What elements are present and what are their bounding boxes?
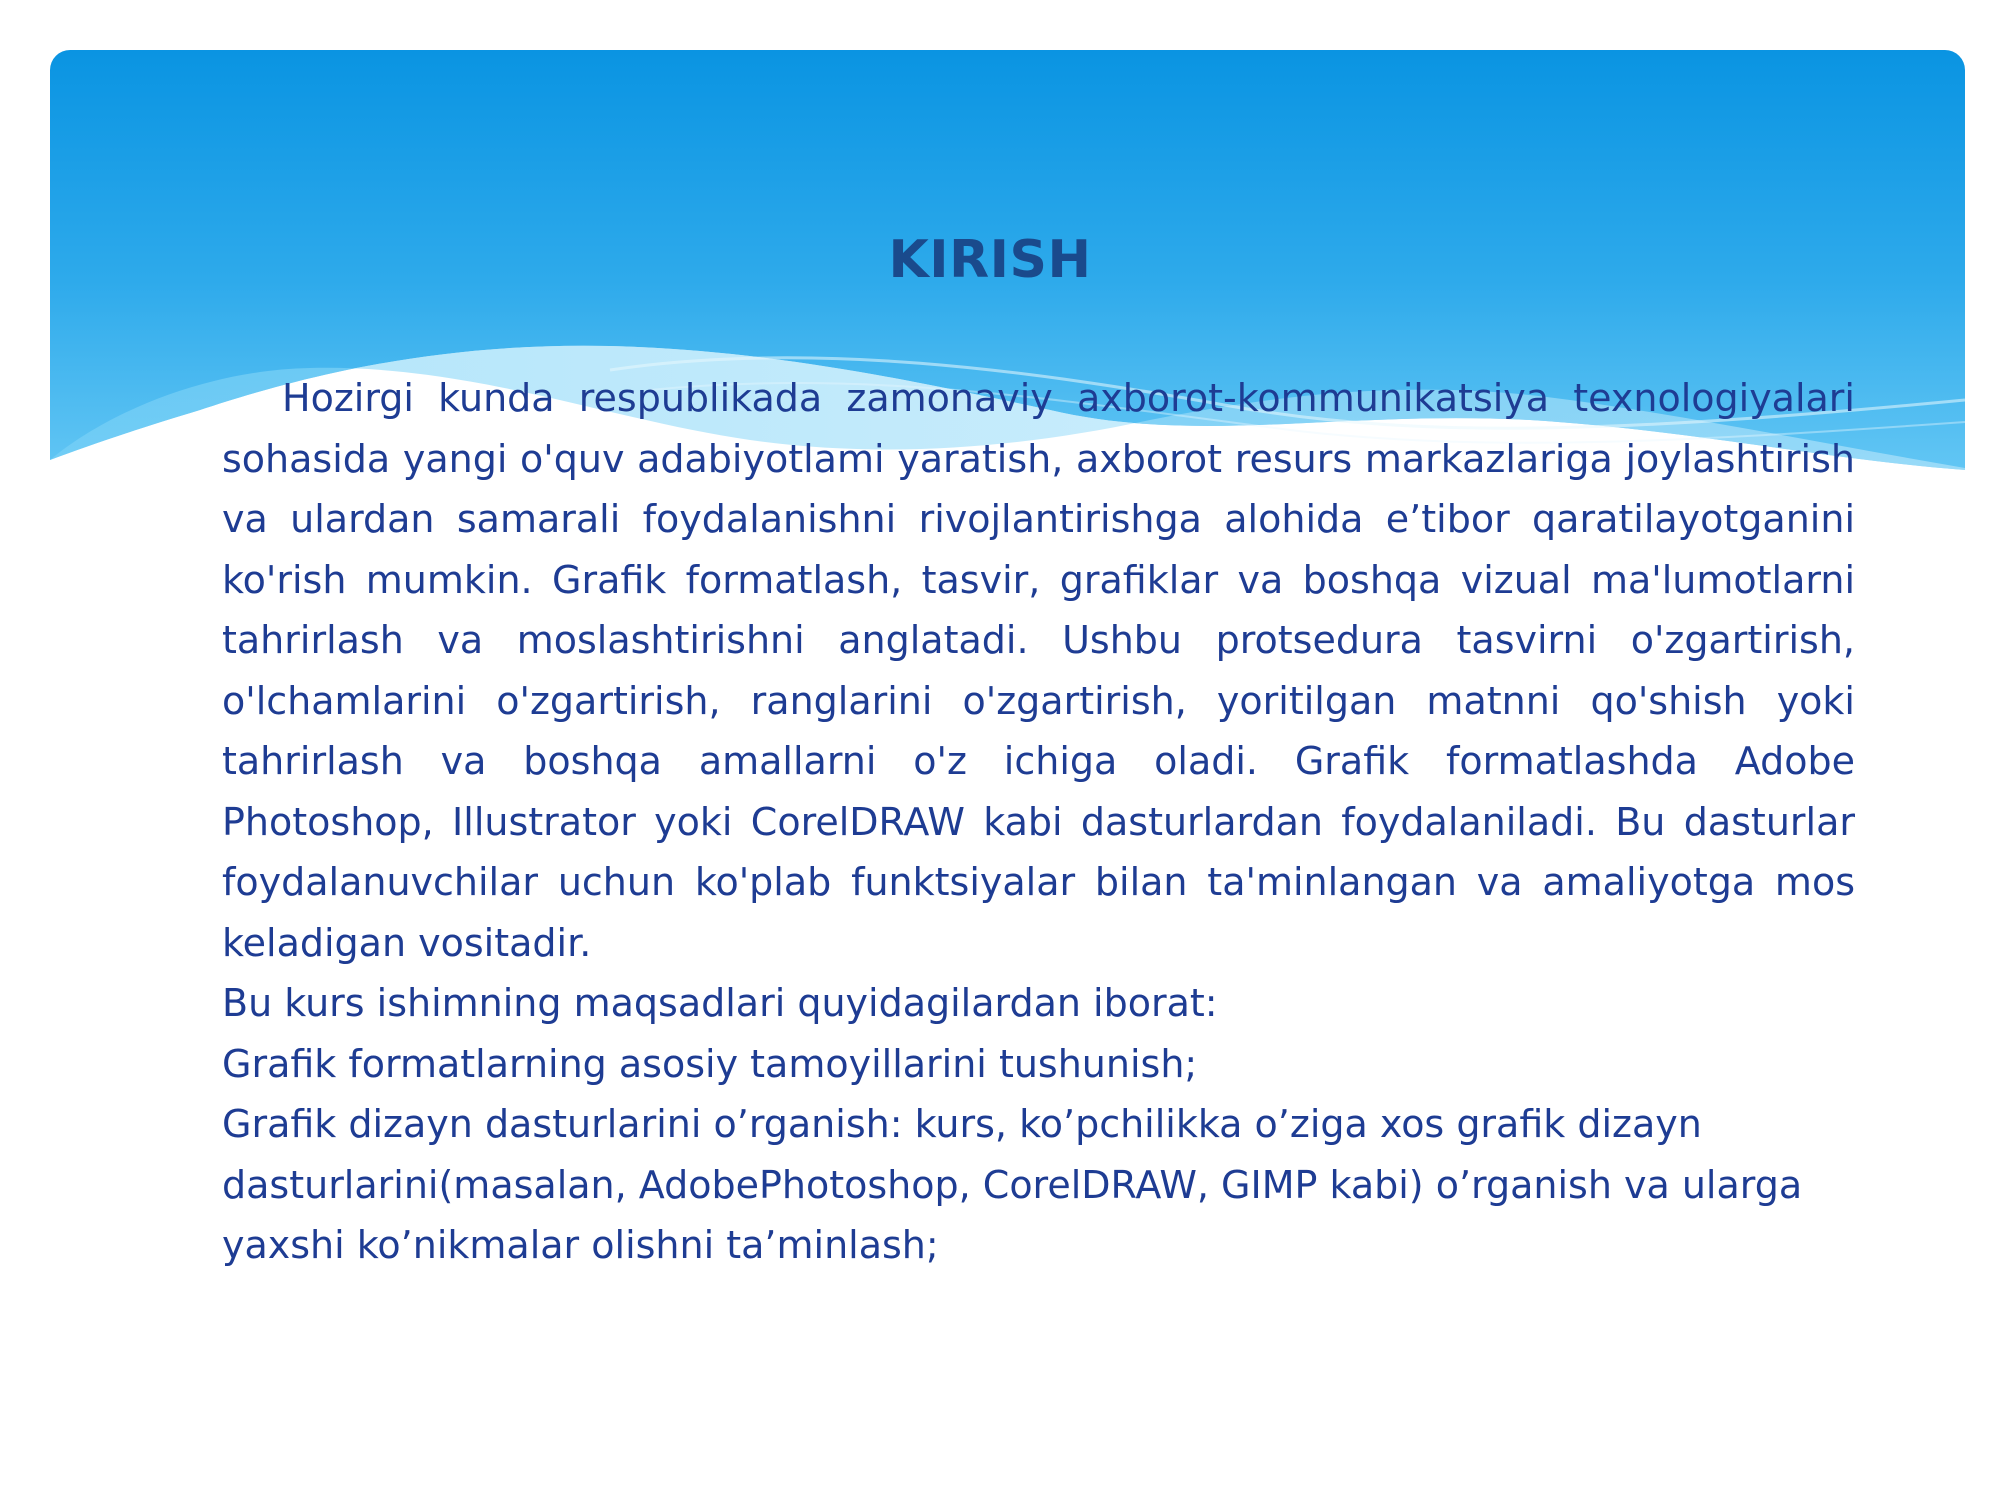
- slide-frame: [50, 50, 1965, 1470]
- goals-intro-line: Bu kurs ishimning maqsadlari quyidagilardan iborat:: [222, 981, 1218, 1025]
- intro-paragraph: Hozirgi kunda respublikada zamonaviy axborot-kommunikatsiya texnologiyalari sohasida yangi o'quv adabiyotlami yaratish, axborot resurs markazlariga joylashtirish va ulardan samarali foydalanishni rivojlantirishga alohida e’tibor qaratilayotganini ko'rish mumkin. Grafik formatlash, tasvir, grafiklar va boshqa vizual ma'lumotlarni tahrirlash va moslashtirishni anglatadi. Ushbu protsedura tasvirni o'zgartirish, o'lchamlarini o'zgartirish, ranglarini o'zgartirish, yoritilgan matnni qo'shish yoki tahrirlash va boshqa amallarni o'z ichiga oladi. Grafik formatlashda Adobe Photoshop, Illustrator yoki CorelDRAW kabi dasturlardan foydalaniladi. Bu dasturlar foydalanuvchilar uchun ko'plab funktsiyalar bilan ta'minlangan va amaliyotga mos keladigan vositadir.: [222, 376, 1855, 965]
- slide-body: [222, 368, 1855, 1276]
- goal-item-2: Grafik dizayn dasturlarini o’rganish: kurs, ko’pchilikka o’ziga xos grafik dizayn dasturlarini(masalan, AdobePhotoshop, CorelDRAW, GIMP kabi) o’rganish va ularga yaxshi ko’nikmalar olishni ta’minlash;: [222, 1102, 1803, 1267]
- goal-item-1: Grafik formatlarning asosiy tamoyillarini tushunish;: [222, 1041, 1198, 1086]
- slide-title: KIRISH: [888, 230, 1092, 290]
